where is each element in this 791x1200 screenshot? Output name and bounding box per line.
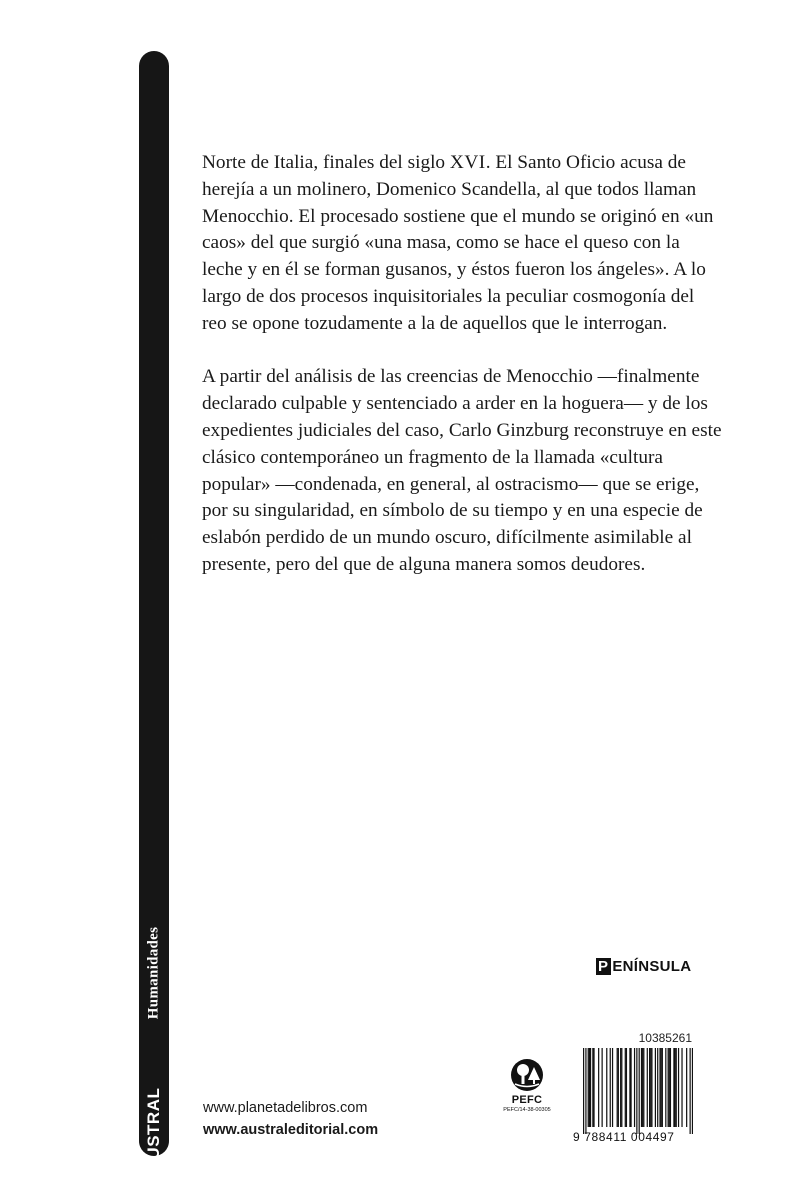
barcode-guard-bar: [583, 1048, 584, 1134]
barcode-bar: [649, 1048, 650, 1127]
barcode-bar: [610, 1048, 611, 1127]
barcode-bar: [674, 1048, 675, 1127]
barcode-bar: [588, 1048, 589, 1127]
isbn-barcode: [573, 1048, 693, 1143]
reference-number: 10385261: [638, 1031, 692, 1045]
barcode-bar: [662, 1048, 663, 1127]
barcode-bar: [598, 1048, 599, 1127]
series-name: AUSTRAL: [144, 1087, 163, 1173]
barcode-guard-bar: [585, 1048, 586, 1134]
isbn-right-group: 004497: [630, 1130, 675, 1144]
barcode-bar: [673, 1048, 674, 1127]
barcode-bar: [630, 1048, 631, 1127]
spine-band: [139, 51, 169, 1173]
barcode-bar: [669, 1048, 670, 1127]
website-link-planeta[interactable]: www.planetadelibros.com: [203, 1100, 368, 1116]
barcode-bar: [676, 1048, 677, 1127]
barcode-bar: [643, 1048, 644, 1127]
barcode-bar: [657, 1048, 658, 1127]
publisher-logo: [596, 958, 691, 975]
publisher-logo-initial: P: [596, 958, 611, 975]
barcode-bar: [642, 1048, 643, 1127]
pefc-code: PEFC/14-38-00305: [503, 1107, 551, 1113]
barcode-bar: [651, 1048, 652, 1127]
barcode-bar: [655, 1048, 656, 1127]
barcode-bar: [650, 1048, 651, 1127]
barcode-bar: [661, 1048, 662, 1127]
isbn-left-group: 788411: [584, 1130, 627, 1144]
barcode-bar: [618, 1048, 619, 1127]
website-link-austral[interactable]: www.australeditorial.com: [203, 1122, 379, 1138]
barcode-bar: [620, 1048, 621, 1127]
barcode-bar: [670, 1048, 671, 1127]
barcode-bar: [665, 1048, 666, 1127]
pefc-certification: [500, 1058, 554, 1113]
barcode-bar: [681, 1048, 682, 1127]
barcode-bar: [602, 1048, 603, 1127]
barcode-guard-bar: [639, 1048, 640, 1134]
barcode-bar: [668, 1048, 669, 1127]
barcode-bar: [626, 1048, 627, 1127]
century-numeral: XVI: [449, 152, 486, 173]
category-label: Humanidades: [145, 926, 162, 1020]
barcode-bar: [659, 1048, 660, 1127]
barcode-bar: [634, 1048, 635, 1127]
barcode-bar: [590, 1048, 591, 1127]
pefc-name: PEFC: [511, 1094, 543, 1106]
barcode-bars: [573, 1048, 693, 1134]
barcode-bar: [606, 1048, 607, 1127]
synopsis-paragraph-2: A partir del análisis de las creencias de Menocchio —finalmente declarado culpable y sentenciado a arder en la hoguera— y de los expedientes judiciales del caso, Carlo Ginzburg reconstruye en este clásico contemporáneo un fragmento de la llamada «cultura popular» —condenada, en general, al ostracismo— que se erige, por su singularidad, en símbolo de su tiempo y en una especie de eslabón perdido de un mundo oscuro, difícilmente asimilable al presente, pero del que de alguna manera somos deudores.: [202, 366, 722, 575]
publisher-logo-text: ENÍNSULA: [612, 958, 692, 975]
synopsis-paragraph-1: Norte de Italia, finales del siglo XVI. El Santo Oficio acusa de herejía a un molinero, Domenico Scandella, al que todos llaman Menocchio. El procesado sostiene que el mundo se originó en «un caos» del que surgió «una masa, como se hace el queso con la leche y en él se forman gusanos, y éstos fueron los ángeles». A lo largo de dos procesos inquisitoriales la peculiar cosmogonía del reo se opone tozudamente a la de aquellos que le interrogan.: [202, 152, 714, 334]
barcode-bar: [617, 1048, 618, 1127]
barcode-guard-bar: [690, 1048, 691, 1134]
barcode-bar: [592, 1048, 593, 1127]
barcode-bar: [629, 1048, 630, 1127]
barcode-bar: [589, 1048, 590, 1127]
isbn-number: [573, 1130, 693, 1144]
barcode-bar: [625, 1048, 626, 1127]
barcode-bar: [621, 1048, 622, 1127]
isbn-first-digit: 9: [573, 1130, 581, 1144]
barcode-bar: [647, 1048, 648, 1127]
barcode-bar: [678, 1048, 679, 1127]
barcode-bar: [686, 1048, 687, 1127]
website-links: [203, 1097, 378, 1141]
barcode-guard-bar: [692, 1048, 693, 1134]
pefc-tree-icon: [510, 1058, 544, 1092]
barcode-bar: [593, 1048, 594, 1127]
barcode-guard-bar: [636, 1048, 637, 1134]
book-synopsis: [202, 150, 722, 606]
barcode-bar: [612, 1048, 613, 1127]
barcode-bar: [641, 1048, 642, 1127]
